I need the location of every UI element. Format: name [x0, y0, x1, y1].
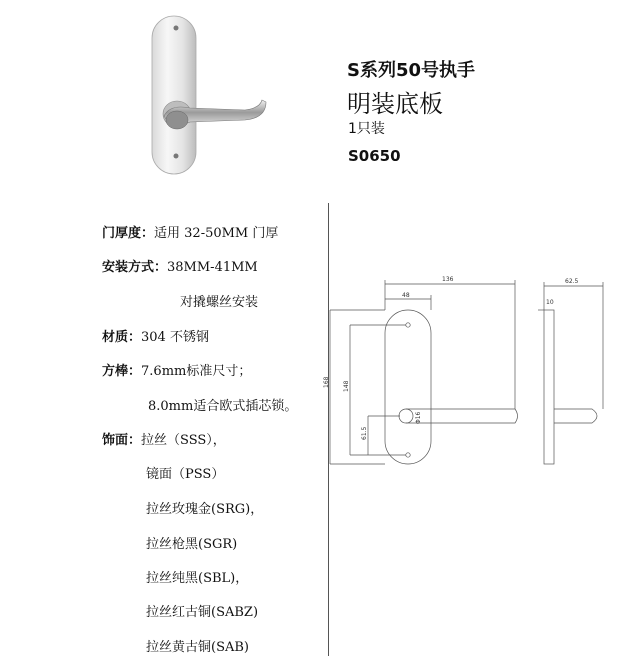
dim-height: 168 — [323, 376, 330, 388]
spec-finish — [102, 429, 226, 448]
technical-drawing — [323, 270, 630, 475]
product-photo — [120, 8, 270, 180]
spec-label: 饰面： — [102, 433, 142, 448]
spec-value: 适用 32-50MM 门厚 — [154, 226, 279, 241]
finish-item: 拉丝玫瑰金(SRG)， — [146, 502, 264, 517]
spec-value: 7.6mm标准尺寸； — [141, 364, 252, 379]
finish-item: 拉丝纯黑(SBL)， — [146, 571, 249, 586]
vertical-divider — [328, 203, 329, 656]
dim-plate-width: 48 — [402, 292, 410, 299]
spec-install-continued: 对撬螺丝安装 — [180, 295, 259, 310]
spec-label: 方棒： — [102, 364, 142, 379]
plate-outline — [385, 310, 431, 464]
spec-value: 304 不锈钢 — [141, 330, 209, 345]
finish-item: 拉丝黄古铜(SAB) — [146, 640, 249, 655]
dim-width: 136 — [442, 276, 454, 283]
spec-door-thickness — [102, 222, 278, 241]
dim-side-width: 62.5 — [565, 278, 579, 285]
finish-item: 镜面（PSS） — [146, 467, 225, 482]
spec-label: 门厚度： — [102, 226, 155, 241]
spec-label: 安装方式： — [102, 260, 168, 275]
spec-label: 材质： — [102, 330, 142, 345]
dim-lever-height: 61.5 — [361, 426, 368, 440]
product-subtitle: 明装底板 — [347, 90, 443, 118]
finish-item: 拉丝红古铜(SABZ) — [146, 605, 259, 620]
spec-value: 38MM-41MM — [167, 260, 258, 275]
dim-lever-diameter: Φ16 — [415, 411, 422, 424]
finish-item: 拉丝枪黑(SGR) — [146, 537, 238, 552]
spec-spindle-continued: 8.0mm适合欧式插芯锁。 — [148, 399, 298, 414]
dim-hole-spacing: 148 — [343, 380, 350, 392]
product-code: S0650 — [348, 147, 401, 165]
dim-side-thickness: 10 — [546, 299, 554, 306]
finish-item: 拉丝（SSS）， — [141, 433, 226, 448]
spec-install-method — [102, 256, 258, 275]
spec-material — [102, 326, 209, 345]
spec-spindle — [102, 360, 251, 379]
product-title: S系列50号执手 — [347, 60, 476, 81]
pack-quantity: 1只装 — [348, 121, 385, 137]
